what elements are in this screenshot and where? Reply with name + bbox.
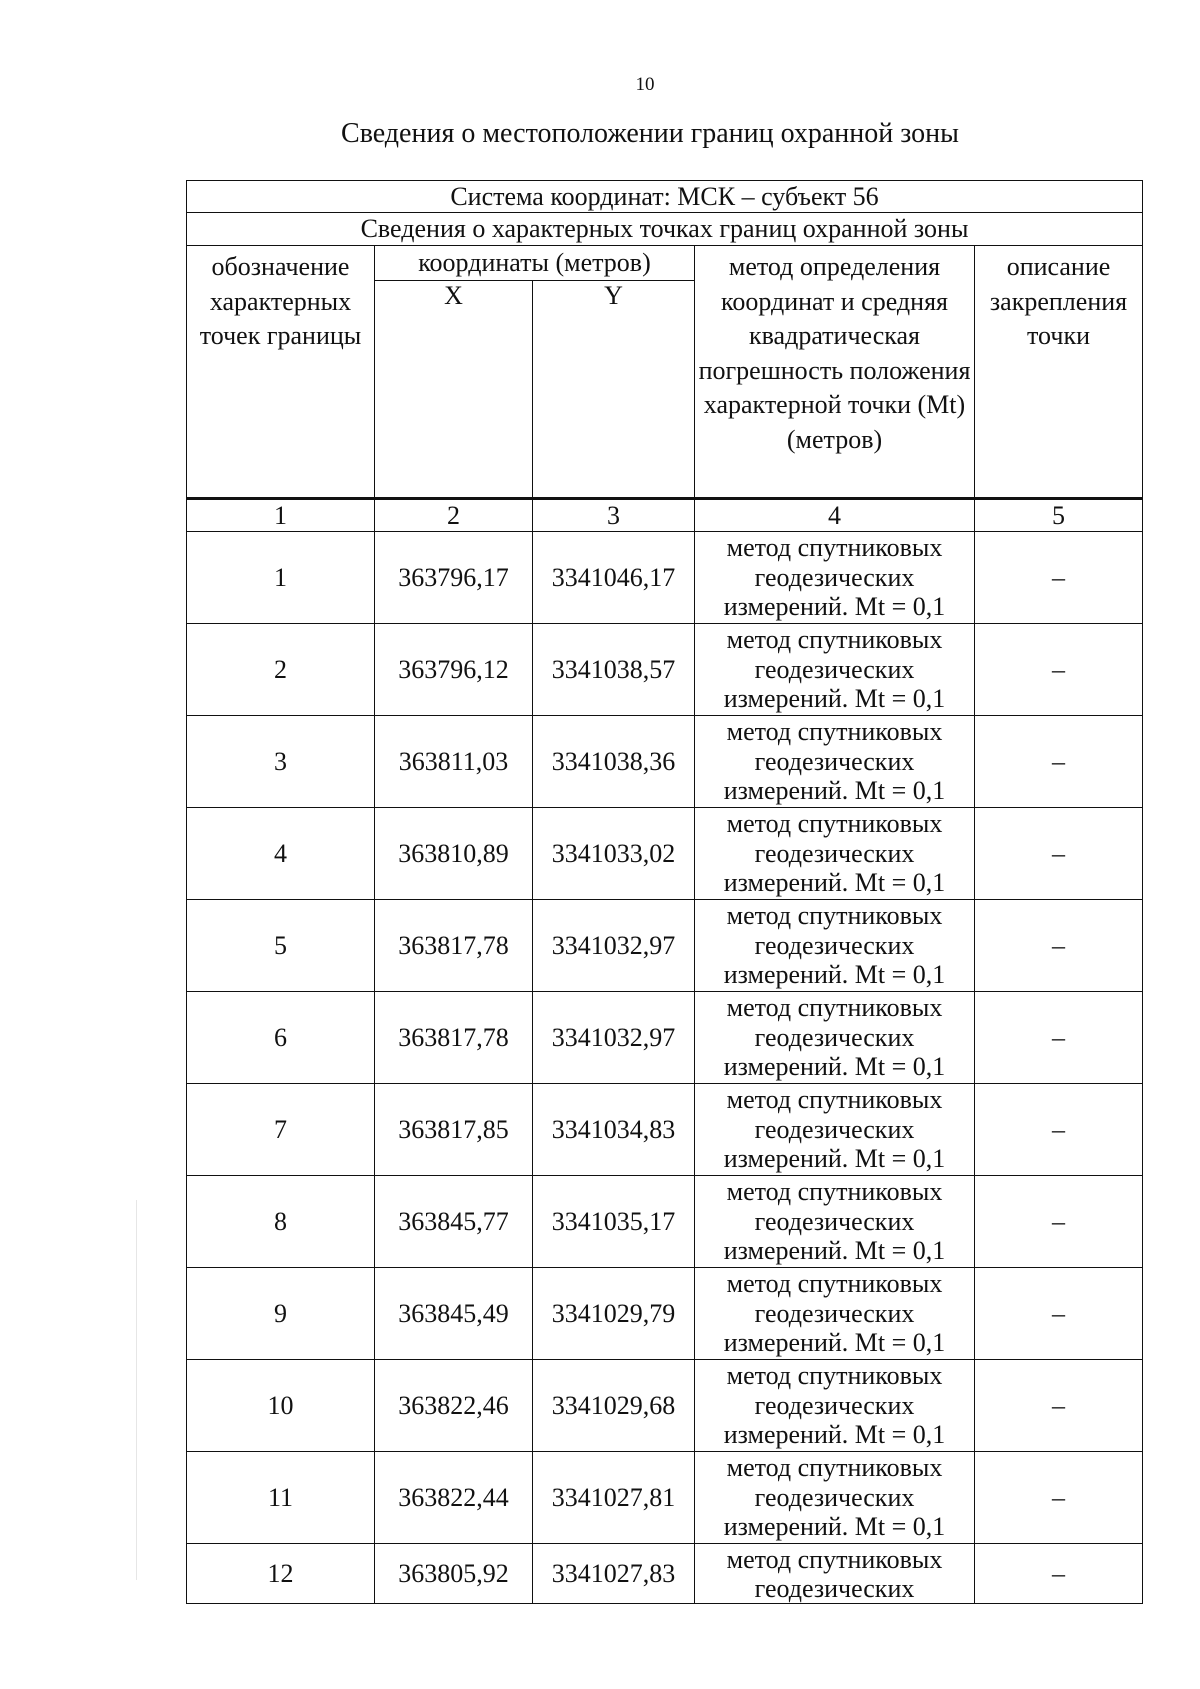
point-cell: 4	[187, 808, 375, 900]
point-cell: 11	[187, 1452, 375, 1544]
scan-margin-line	[136, 1200, 137, 1580]
header-row	[187, 246, 1143, 281]
column-number: 1	[187, 499, 375, 532]
description-cell: –	[975, 1176, 1143, 1268]
method-cell: метод спутниковых геодезических измерений. Mt = 0,1	[695, 532, 975, 624]
x-coordinate-cell: 363810,89	[375, 808, 533, 900]
y-coordinate-cell: 3341033,02	[533, 808, 695, 900]
method-cell: метод спутниковых геодезических измерений. Mt = 0,1	[695, 992, 975, 1084]
description-cell: –	[975, 716, 1143, 808]
x-coordinate-cell: 363845,77	[375, 1176, 533, 1268]
point-cell: 5	[187, 900, 375, 992]
method-cell: метод спутниковых геодезических измерений. Mt = 0,1	[695, 1360, 975, 1452]
table-row	[187, 1084, 1143, 1176]
description-cell: –	[975, 1360, 1143, 1452]
table-row	[187, 900, 1143, 992]
table-row	[187, 992, 1143, 1084]
y-coordinate-cell: 3341027,81	[533, 1452, 695, 1544]
table-row	[187, 1176, 1143, 1268]
y-coordinate-cell: 3341046,17	[533, 532, 695, 624]
header-method: метод определения координат и средняя квадратическая погрешность положения характерной точки (Mt) (метров)	[695, 246, 975, 498]
x-coordinate-cell: 363817,78	[375, 992, 533, 1084]
x-coordinate-cell: 363822,46	[375, 1360, 533, 1452]
y-coordinate-cell: 3341038,57	[533, 624, 695, 716]
y-coordinate-cell: 3341029,68	[533, 1360, 695, 1452]
column-number: 4	[695, 499, 975, 532]
x-coordinate-cell: 363811,03	[375, 716, 533, 808]
y-coordinate-cell: 3341032,97	[533, 900, 695, 992]
column-number: 2	[375, 499, 533, 532]
method-cell: метод спутниковых геодезических измерений. Mt = 0,1	[695, 716, 975, 808]
x-coordinate-cell: 363845,49	[375, 1268, 533, 1360]
point-cell: 7	[187, 1084, 375, 1176]
description-cell: –	[975, 808, 1143, 900]
points-info-cell: Сведения о характерных точках границ охранной зоны	[187, 213, 1143, 246]
table-row	[187, 624, 1143, 716]
point-cell: 3	[187, 716, 375, 808]
method-cell: метод спутниковых геодезических измерений. Mt = 0,1	[695, 1452, 975, 1544]
column-number: 5	[975, 499, 1143, 532]
y-coordinate-cell: 3341034,83	[533, 1084, 695, 1176]
point-cell: 8	[187, 1176, 375, 1268]
header-y: Y	[533, 281, 695, 498]
page-title: Сведения о местоположении границ охранной зоны	[341, 118, 959, 149]
x-coordinate-cell: 363817,78	[375, 900, 533, 992]
method-cell: метод спутниковых геодезических измерений. Mt = 0,1	[695, 900, 975, 992]
description-cell: –	[975, 532, 1143, 624]
description-cell: –	[975, 1452, 1143, 1544]
table-row	[187, 1360, 1143, 1452]
coordinate-system-cell: Система координат: МСК – субъект 56	[187, 181, 1143, 213]
method-cell: метод спутниковых геодезических измерений. Mt = 0,1	[695, 1268, 975, 1360]
header-description: описание закрепления точки	[975, 246, 1143, 498]
description-cell: –	[975, 900, 1143, 992]
x-coordinate-cell: 363805,92	[375, 1544, 533, 1604]
point-cell: 2	[187, 624, 375, 716]
description-cell: –	[975, 1544, 1143, 1604]
description-cell: –	[975, 1084, 1143, 1176]
description-cell: –	[975, 992, 1143, 1084]
table-row	[187, 532, 1143, 624]
description-cell: –	[975, 624, 1143, 716]
table-row	[187, 1452, 1143, 1544]
column-number: 3	[533, 499, 695, 532]
page-number: 10	[635, 74, 655, 95]
point-cell: 9	[187, 1268, 375, 1360]
y-coordinate-cell: 3341038,36	[533, 716, 695, 808]
points-info-row	[187, 213, 1143, 246]
method-cell: метод спутниковых геодезических измерений. Mt = 0,1	[695, 1084, 975, 1176]
description-cell: –	[975, 1268, 1143, 1360]
x-coordinate-cell: 363796,12	[375, 624, 533, 716]
y-coordinate-cell: 3341035,17	[533, 1176, 695, 1268]
boundary-points-table	[186, 180, 1143, 1604]
header-x: X	[375, 281, 533, 498]
x-coordinate-cell: 363817,85	[375, 1084, 533, 1176]
y-coordinate-cell: 3341032,97	[533, 992, 695, 1084]
point-cell: 10	[187, 1360, 375, 1452]
coordinate-system-row	[187, 181, 1143, 213]
method-cell: метод спутниковых геодезических измерений. Mt = 0,1	[695, 808, 975, 900]
header-coordinates: координаты (метров)	[375, 246, 695, 281]
table-row	[187, 716, 1143, 808]
table-row	[187, 1544, 1143, 1604]
x-coordinate-cell: 363822,44	[375, 1452, 533, 1544]
table-row	[187, 1268, 1143, 1360]
table-row	[187, 808, 1143, 900]
point-cell: 1	[187, 532, 375, 624]
x-coordinate-cell: 363796,17	[375, 532, 533, 624]
method-cell: метод спутниковых геодезических измерений. Mt = 0,1	[695, 624, 975, 716]
method-cell: метод спутниковых геодезических	[695, 1544, 975, 1604]
header-designation: обозначение характерных точек границы	[187, 246, 375, 498]
method-cell: метод спутниковых геодезических измерений. Mt = 0,1	[695, 1176, 975, 1268]
point-cell: 12	[187, 1544, 375, 1604]
y-coordinate-cell: 3341027,83	[533, 1544, 695, 1604]
point-cell: 6	[187, 992, 375, 1084]
y-coordinate-cell: 3341029,79	[533, 1268, 695, 1360]
column-numbers-row	[187, 499, 1143, 532]
